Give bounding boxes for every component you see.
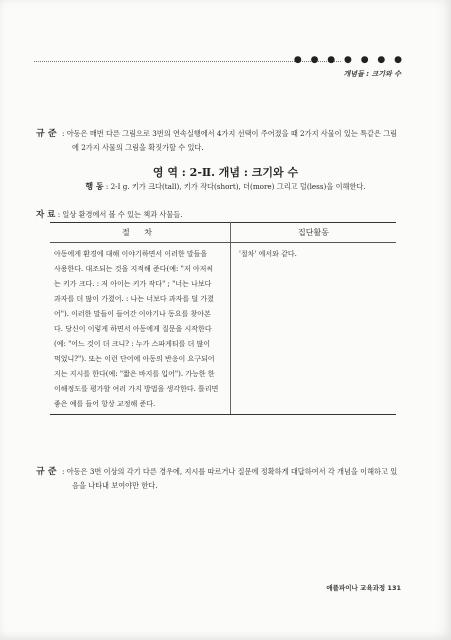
header-group-activity: 집단활동 — [231, 223, 397, 243]
criterion-label: 규 준 — [36, 129, 57, 139]
criterion-line: 에 2가지 사물의 그림을 확짓가할 수 있다. — [72, 143, 204, 152]
procedure-line: (예: "어느 것이 더 크니? : 누가 스파게티를 더 많이 — [54, 340, 211, 348]
procedure-line: 지는 지시를 한다(예: "짧은 바지를 입어"). 가능한 한 — [54, 370, 215, 378]
table-row — [50, 243, 396, 415]
criterion-line: 음을 나타내 보여야만 한다. — [72, 481, 158, 490]
behavior-label: 행 동 — [85, 181, 104, 191]
behavior-text: : 2-Ⅰ g. 키가 크다(tall), 키가 작다(short), 더(more) 그리고 덜(less)을 이해한다. — [105, 182, 366, 191]
header-rule — [0, 55, 451, 67]
criterion-bottom — [36, 465, 416, 493]
procedure-line: 어"). 이러한 말들이 들어간 이야기나 동요를 찾아본 — [54, 310, 211, 318]
header-bullets: ● ● ● ● ● ● ● — [293, 55, 405, 65]
behavior-line — [0, 181, 451, 192]
criterion-line: : 아동은 3번 이상의 각기 다른 경우에, 지시를 따르거나 질문에 정확하게 대답하여서 각 개념을 이해하고 있 — [62, 467, 398, 476]
criterion-line: : 아동은 매번 다른 그림으로 3번의 연속실행에서 4가지 선택이 주어졌을 때 2가지 사물이 있는 특같은 그림 — [62, 129, 398, 138]
procedure-line: 는 키가 크다. : 저 아이는 키가 작다" ; "너는 나보다 — [54, 280, 212, 288]
section-title: 영 역 : 2-Ⅱ. 개념 : 크기와 수 — [152, 166, 299, 179]
procedure-line: 과자를 더 많이 가졌어. : 나는 너보다 과자를 덜 가졌 — [54, 295, 214, 303]
materials-label: 자 료 — [36, 210, 56, 220]
group-activity-text: '절차' 에서와 같다. — [239, 250, 297, 258]
procedure-line: 사용한다. 대조되는 것을 지적해 준다(예: "저 아저씨 — [54, 265, 214, 273]
table-header-row — [50, 223, 396, 243]
running-header-title: 개념들 : 크기와 수 — [343, 70, 401, 78]
materials-text: : 일상 환경에서 볼 수 있는 책과 사물들. — [57, 210, 183, 219]
procedure-line: 먹었니?"). 또는 이런 단어에 아동의 반응이 요구되어 — [54, 355, 215, 363]
procedure-table — [50, 222, 396, 415]
page-footer: 애플파이나 교육과정 131 — [326, 584, 401, 592]
procedure-line: 이해정도를 평가할 여러 가지 방법을 생각한다. 틀리면 — [54, 385, 219, 393]
procedure-line: 좋은 예를 들어 항상 교정해 준다. — [54, 400, 156, 408]
procedure-line: 아동에게 환경에 대해 이야기하면서 이러한 말들을 — [54, 250, 208, 258]
criterion-top — [36, 127, 416, 155]
header-procedure: 절 차 — [50, 223, 231, 243]
criterion-label: 규 준 — [36, 467, 57, 477]
procedure-cell — [50, 243, 231, 415]
materials-line — [36, 208, 183, 220]
group-activity-cell — [231, 243, 397, 415]
procedure-line: 다. 당신이 이렇게 하면서 아동에게 질문을 시작한다 — [54, 325, 212, 333]
